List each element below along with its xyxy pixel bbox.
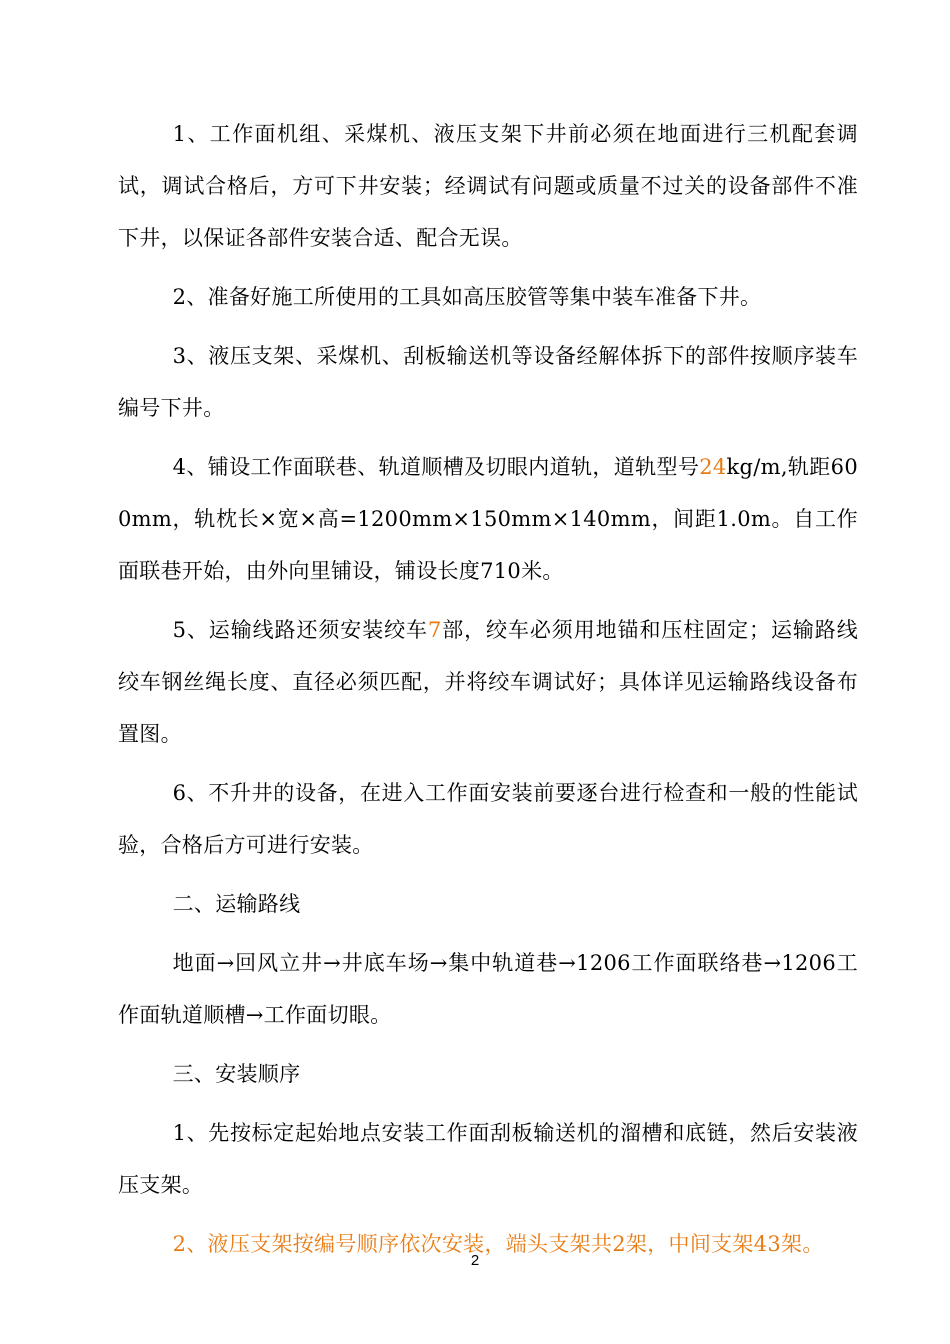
paragraph-4-text-before: 4、铺设工作面联巷、轨道顺槽及切眼内道轨，道轨型号 [172, 455, 700, 479]
paragraph-4 [118, 441, 858, 597]
section-heading-install-order: 三、安装顺序 [172, 1062, 301, 1086]
paragraph-5-text-after: 部，绞车必须用地锚和压柱固定；运输路线绞车钢丝绳长度、直径必须匹配，并将绞车调试好；具体详见运输路线设备布置图。 [118, 618, 858, 746]
rail-model-highlight: 24 [699, 455, 727, 479]
paragraph-5-text-before: 5、运输线路还须安装绞车 [172, 618, 428, 642]
install-order-paragraph-1: 1、先按标定起始地点安装工作面刮板输送机的溜槽和底链，然后安装液压支架。 [118, 1121, 858, 1197]
winch-count-highlight: 7 [427, 618, 442, 642]
section-heading-transport-route: 二、运输路线 [172, 892, 301, 916]
transport-route-text: 地面→回风立井→井底车场→集中轨道巷→1206工作面联络巷→1206工作面轨道顺槽→工作面切眼。 [118, 951, 858, 1027]
paragraph-2: 2、准备好施工所使用的工具如高压胶管等集中装车准备下井。 [172, 285, 762, 309]
page-number: 2 [470, 1252, 480, 1269]
paragraph-3: 3、液压支架、采煤机、刮板输送机等设备经解体拆下的部件按顺序装车编号下井。 [118, 344, 858, 420]
paragraph-6: 6、不升井的设备，在进入工作面安装前要逐台进行检查和一般的性能试验，合格后方可进行安装。 [118, 781, 858, 857]
paragraph-4-text-after: kg/m,轨距600mm，轨枕长×宽×高=1200mm×150mm×140mm，间距1.0m。自工作面联巷开始，由外向里铺设，铺设长度710米。 [118, 455, 858, 583]
install-order-paragraph-2: 2、液压支架按编号顺序依次安装，端头支架共2架，中间支架43架。 [172, 1232, 824, 1256]
paragraph-1: 1、工作面机组、采煤机、液压支架下井前必须在地面进行三机配套调试，调试合格后，方可下井安装；经调试有问题或质量不过关的设备部件不准下井，以保证各部件安装合适、配合无误。 [118, 122, 858, 250]
document-body [118, 108, 858, 1277]
paragraph-5 [118, 604, 858, 760]
